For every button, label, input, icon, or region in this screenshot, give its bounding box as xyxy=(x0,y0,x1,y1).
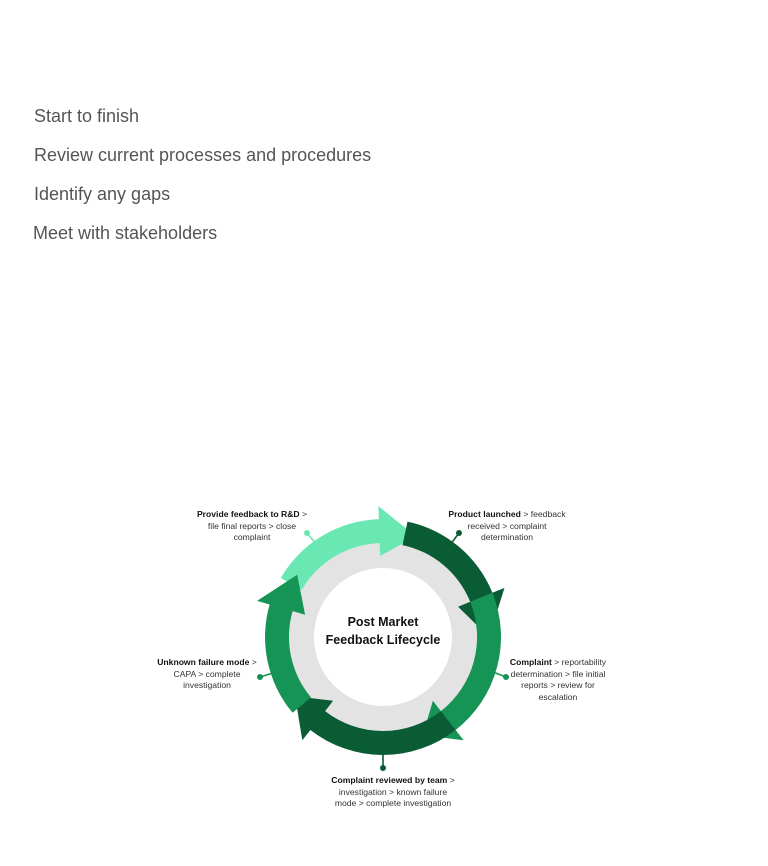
stage-label-feedback-rnd xyxy=(196,509,308,544)
stage-name: Unknown failure mode xyxy=(157,657,250,667)
stage-detail: > feedback received > complaint determination xyxy=(467,509,566,543)
stage-label-complaint xyxy=(506,657,610,703)
stage-detail: > reportability determination > file initial reports > review for escalation xyxy=(510,657,607,702)
stage-detail: > CAPA > complete investigation xyxy=(173,657,257,691)
step-item: Review current processes and procedures xyxy=(34,145,372,165)
step-item: Meet with stakeholders xyxy=(33,223,218,243)
stage-label-product-launched xyxy=(447,509,567,544)
stage-name: Complaint xyxy=(509,657,552,667)
cycle-title: Post Market Feedback Lifecycle xyxy=(325,615,441,647)
stage-name: Product launched xyxy=(448,509,521,519)
leader-complaint-reviewed-dot xyxy=(380,765,386,771)
stage-detail: > investigation > known failure mode > complete investigation xyxy=(334,775,455,809)
step-item: Identify any gaps xyxy=(34,184,171,204)
stage-label-complaint-reviewed xyxy=(330,775,456,810)
stage-name: Complaint reviewed by team xyxy=(331,775,448,785)
stage-detail: > file final reports > close complaint xyxy=(207,509,308,543)
step-item: Start to finish xyxy=(34,106,140,126)
stage-name: Provide feedback to R&D xyxy=(196,509,300,519)
stage-label-unknown-failure xyxy=(155,657,259,692)
